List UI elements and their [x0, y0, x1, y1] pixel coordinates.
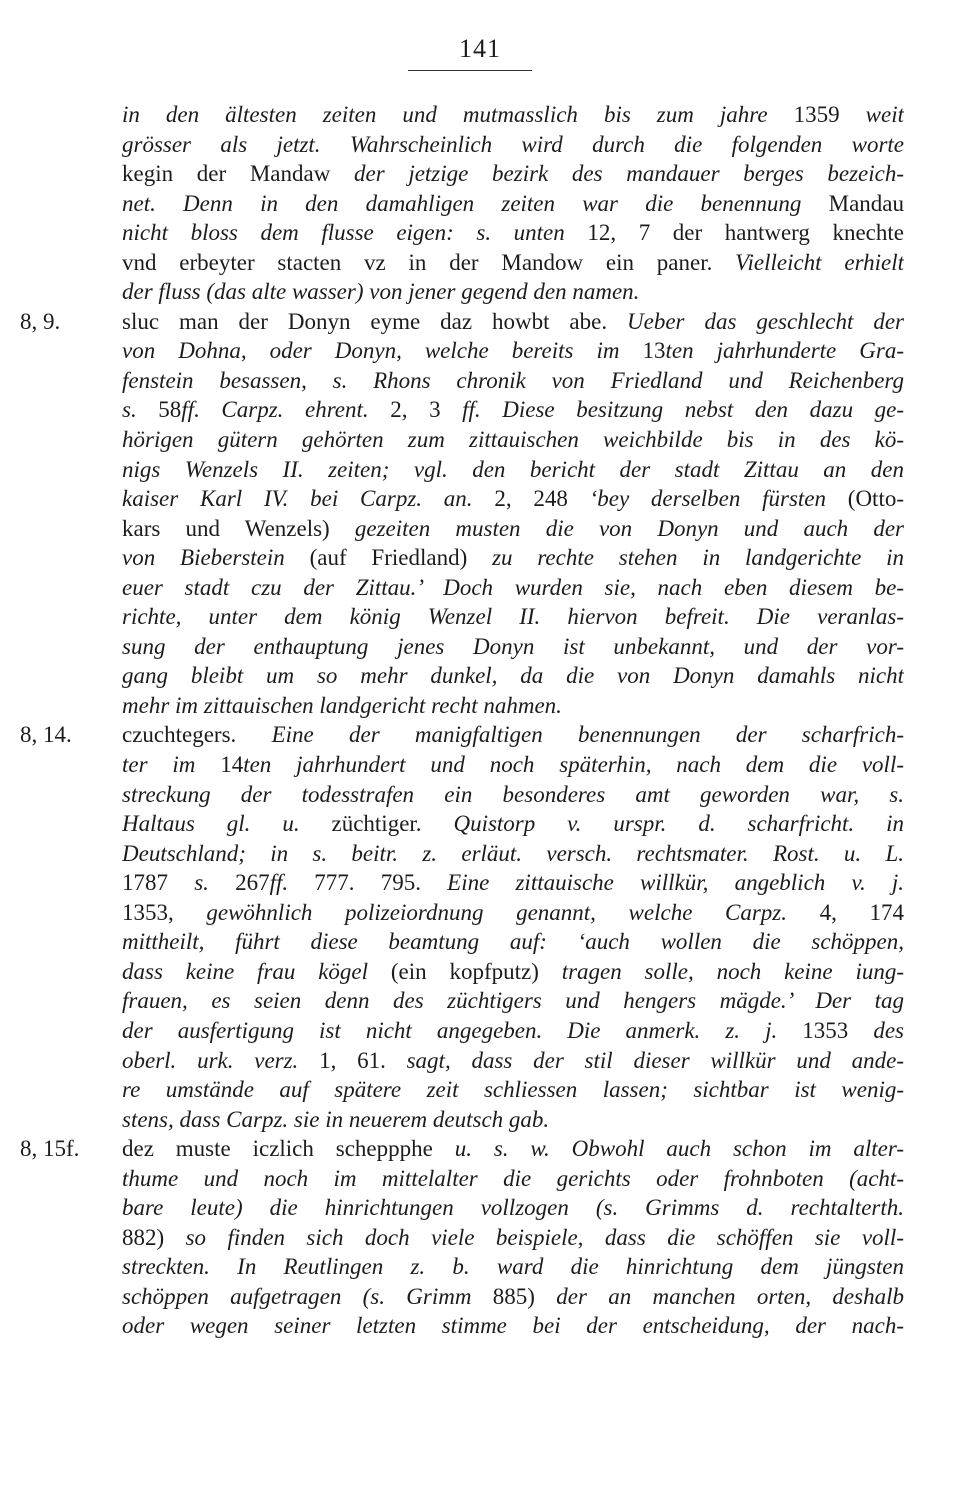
italic-text: fenstein besassen, s. Rhons chronik von Friedland und Reichenberg: [122, 367, 904, 393]
text-line: [0, 455, 960, 485]
line-text: [122, 1193, 904, 1223]
roman-text: 882): [122, 1224, 186, 1250]
roman-text: 1353: [802, 1017, 874, 1043]
text-line: [0, 100, 960, 130]
line-text: [122, 750, 904, 780]
text-line: [0, 1164, 960, 1194]
margin-reference: 8, 14.: [20, 722, 72, 748]
roman-text: (Otto-: [847, 486, 904, 512]
text-line: [0, 957, 960, 987]
line-text: [122, 1105, 904, 1135]
line-text: [122, 1134, 904, 1164]
roman-text: 58: [158, 397, 182, 423]
line-text: [122, 543, 904, 573]
line-text: [122, 1282, 904, 1312]
italic-text: der ausfertigung ist nicht angegeben. Die anmerk. z. j.: [122, 1017, 803, 1043]
italic-text: richte, unter dem könig Wenzel II. hiervon befreit. Die veranlas-: [122, 604, 904, 630]
line-text: [122, 218, 904, 248]
italic-text: schöppen aufgetragen (s. Grimm: [122, 1283, 493, 1309]
line-text: [122, 248, 904, 278]
line-text: [122, 277, 904, 307]
italic-text: grösser als jetzt. Wahrscheinlich wird durch die folgenden worte: [122, 131, 904, 157]
italic-text: ff. Diese besitzung nebst den dazu ge-: [462, 397, 904, 423]
italic-text: bare leute) die hinrichtungen vollzogen (s. Grimms d. rechtalterth.: [122, 1195, 904, 1221]
italic-text: sagt, dass der stil dieser willkür und ande-: [406, 1047, 904, 1073]
text-line: [0, 1075, 960, 1105]
text-line: [0, 1311, 960, 1341]
roman-text: kars und Wenzels): [122, 515, 355, 541]
line-text: [122, 395, 904, 425]
line-text: [122, 927, 904, 957]
italic-text: von Bieberstein: [122, 545, 310, 571]
text-line: [0, 573, 960, 603]
italic-text: euer stadt czu der Zittau.’ Doch wurden sie, nach eben diesem be-: [122, 574, 904, 600]
italic-text: nigs Wenzels II. zeiten; vgl. den bericht der stadt Zittau an den: [122, 456, 904, 482]
text-line: [0, 868, 960, 898]
line-text: [122, 898, 904, 928]
italic-text: ff. Carpz. ehrent.: [181, 397, 391, 423]
line-text: [122, 189, 904, 219]
line-text: [122, 307, 904, 337]
text-line: [0, 898, 960, 928]
italic-text: oberl. urk. verz.: [122, 1047, 320, 1073]
italic-text: der jetzige bezirk des mandauer berges bezeich-: [353, 161, 904, 187]
text-line: [0, 1252, 960, 1282]
commentary-text: [0, 100, 960, 1341]
roman-text: 14: [220, 752, 244, 778]
text-line: [0, 366, 960, 396]
text-line: [0, 780, 960, 810]
italic-text: weit: [865, 102, 904, 127]
roman-text: züchtiger.: [331, 811, 454, 837]
roman-text: 1359: [793, 102, 866, 127]
margin-reference: 8, 15f.: [20, 1136, 80, 1162]
roman-text: dez muste iczlich scheppphe: [122, 1136, 455, 1162]
italic-text: net. Denn in den damahligen zeiten war die benennung: [122, 190, 829, 216]
text-line: [0, 1223, 960, 1253]
italic-text: mittheilt, führt diese beamtung auf: ‘auch wollen die schöppen,: [122, 929, 904, 955]
line-text: [122, 986, 904, 1016]
line-text: [122, 100, 904, 130]
roman-text: 2, 248: [494, 486, 590, 512]
text-line: [0, 130, 960, 160]
text-line: [0, 277, 960, 307]
text-line: [0, 1046, 960, 1076]
roman-text: (auf Friedland): [309, 545, 493, 571]
italic-text: hörigen gütern gehörten zum zittauischen weichbilde bis in des kö-: [122, 427, 904, 453]
italic-text: gezeiten musten die von Donyn und auch der: [354, 515, 904, 541]
italic-text: Eine der manigfaltigen benennungen der scharfrich-: [271, 722, 904, 748]
text-line: [0, 691, 960, 721]
line-text: [122, 484, 904, 514]
italic-text: re umstände auf spätere zeit schliessen lassen; sichtbar ist wenig-: [122, 1077, 904, 1103]
italic-text: ten jahrhundert und noch späterhin, nach dem die voll-: [243, 752, 904, 778]
line-text: [122, 366, 904, 396]
text-line: [0, 336, 960, 366]
italic-text: dass keine frau kögel: [122, 958, 391, 984]
italic-text: mehr im zittauischen landgericht recht nahmen.: [122, 692, 562, 718]
text-line: [0, 1105, 960, 1135]
italic-text: ter im: [122, 752, 221, 778]
roman-text: 13: [642, 338, 666, 364]
italic-text: ff.: [269, 870, 315, 896]
line-text: [122, 1046, 904, 1076]
line-text: [122, 720, 904, 750]
italic-text: zu rechte stehen in landgerichte in: [492, 545, 904, 571]
line-text: [122, 1075, 904, 1105]
italic-text: Quistorp v. urspr. d. scharfricht. in: [453, 811, 904, 837]
line-text: [122, 691, 904, 721]
text-line: [0, 1193, 960, 1223]
line-text: [122, 1311, 904, 1341]
line-text: [122, 159, 904, 189]
roman-text: 267: [235, 870, 270, 896]
text-line: [0, 986, 960, 1016]
text-line: [0, 809, 960, 839]
line-text: [122, 1016, 904, 1046]
text-line: [0, 1134, 960, 1164]
line-text: [122, 632, 904, 662]
text-line: [0, 1282, 960, 1312]
line-text: [122, 514, 904, 544]
text-line: [0, 661, 960, 691]
italic-text: stens, dass Carpz. sie in neuerem deutsch gab.: [122, 1106, 550, 1132]
italic-text: von Dohna, oder Donyn, welche bereits im: [122, 338, 643, 364]
line-text: [122, 130, 904, 160]
text-line: [0, 927, 960, 957]
italic-text: kaiser Karl IV. bei Carpz. an.: [122, 486, 495, 512]
italic-text: u. s. w. Obwohl auch schon im alter-: [454, 1136, 904, 1162]
line-text: [122, 957, 904, 987]
italic-text: so finden sich doch viele beispiele, dass die schöffen sie voll-: [185, 1224, 904, 1250]
line-text: [122, 1223, 904, 1253]
italic-text: Vielleicht erhielt: [735, 249, 904, 275]
italic-text: s.: [194, 870, 236, 896]
text-line: [0, 632, 960, 662]
roman-text: (ein kopfputz): [390, 958, 562, 984]
italic-text: ten jahrhunderte Gra-: [665, 338, 904, 364]
margin-reference: 8, 9.: [20, 308, 61, 334]
roman-text: 1787: [122, 870, 195, 896]
text-line: [0, 307, 960, 337]
text-line: [0, 839, 960, 869]
roman-text: 777. 795.: [314, 870, 448, 896]
italic-text: Eine zittauische willkür, angeblich v. j.: [447, 870, 904, 896]
roman-text: sluc man der Donyn eyme daz howbt abe.: [122, 308, 628, 334]
italic-text: Haltaus gl. u.: [122, 811, 332, 837]
italic-text: thume und noch im mittelalter die gerichts oder frohnboten (acht-: [122, 1165, 904, 1191]
roman-text: vnd erbeyter stacten vz in der Mandow ein paner.: [122, 249, 736, 275]
line-text: [122, 455, 904, 485]
italic-text: Deutschland; in s. beitr. z. erläut. versch. rechtsmater. Rost. u. L.: [122, 840, 904, 866]
italic-text: s.: [122, 397, 159, 423]
text-line: [0, 395, 960, 425]
italic-text: oder wegen seiner letzten stimme bei der entscheidung, der nach-: [122, 1313, 904, 1339]
roman-text: Mandau: [828, 190, 904, 216]
italic-text: in den ältesten zeiten und mutmasslich bis zum jahre: [122, 102, 794, 127]
roman-text: 12, 7 der hantwerg knechte: [587, 220, 904, 246]
roman-text: 4, 174: [819, 899, 904, 925]
line-text: [122, 336, 904, 366]
italic-text: Ueber das geschlecht der: [627, 308, 904, 334]
italic-text: der fluss (das alte wasser) von jener gegend den namen.: [122, 279, 640, 305]
text-line: [0, 543, 960, 573]
roman-text: 1, 61.: [319, 1047, 407, 1073]
text-line: [0, 218, 960, 248]
line-text: [122, 602, 904, 632]
line-text: [122, 1252, 904, 1282]
text-line: [0, 720, 960, 750]
italic-text: des: [873, 1017, 904, 1043]
roman-text: 2, 3: [390, 397, 463, 423]
text-line: [0, 159, 960, 189]
text-line: [0, 750, 960, 780]
text-line: [0, 248, 960, 278]
roman-text: 1353,: [122, 899, 207, 925]
italic-text: nicht bloss dem flusse eigen: s. unten: [122, 220, 588, 246]
text-line: [0, 1016, 960, 1046]
page-number: 141: [459, 34, 501, 63]
text-line: [0, 484, 960, 514]
line-text: [122, 661, 904, 691]
italic-text: der an manchen orten, deshalb: [556, 1283, 904, 1309]
italic-text: ‘bey derselben fürsten: [589, 486, 848, 512]
italic-text: streckung der todesstrafen ein besonderes amt geworden war, s.: [122, 781, 904, 807]
text-line: [0, 425, 960, 455]
header-rule: [408, 70, 532, 71]
line-text: [122, 780, 904, 810]
italic-text: gang bleibt um so mehr dunkel, da die von Donyn damahls nicht: [122, 663, 904, 689]
italic-text: gewöhnlich polizeiordnung genannt, welche Carpz.: [206, 899, 820, 925]
roman-text: czuchtegers.: [122, 722, 272, 748]
line-text: [122, 573, 904, 603]
text-line: [0, 602, 960, 632]
line-text: [122, 1164, 904, 1194]
italic-text: streckten. In Reutlingen z. b. ward die hinrichtung dem jüngsten: [122, 1254, 904, 1280]
line-text: [122, 839, 904, 869]
line-text: [122, 809, 904, 839]
line-text: [122, 868, 904, 898]
text-line: [0, 514, 960, 544]
text-line: [0, 189, 960, 219]
roman-text: kegin der Mandaw: [122, 161, 354, 187]
italic-text: tragen solle, noch keine iung-: [561, 958, 904, 984]
italic-text: sung der enthauptung jenes Donyn ist unbekannt, und der vor-: [122, 633, 904, 659]
roman-text: 885): [492, 1283, 557, 1309]
italic-text: frauen, es seien denn des züchtigers und hengers mägde.’ Der tag: [122, 988, 904, 1014]
line-text: [122, 425, 904, 455]
